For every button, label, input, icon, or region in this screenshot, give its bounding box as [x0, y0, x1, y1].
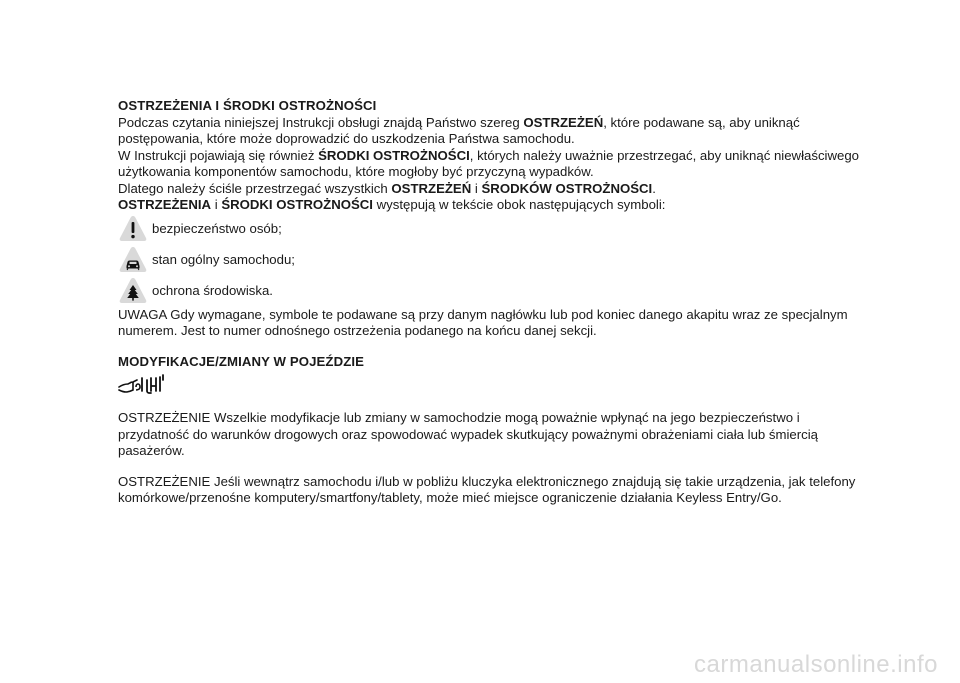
text: i [471, 180, 482, 196]
text: i [211, 197, 222, 212]
text: postępowania, które może doprowadzić do uszkodzenia Państwa samochodu. [118, 131, 575, 146]
text: . [652, 180, 656, 196]
car-warning-icon [118, 245, 148, 275]
symbol-label: bezpieczeństwo osób; [152, 220, 282, 236]
warning-modifications [118, 410, 878, 460]
text: , które podawane są, aby uniknąć [603, 114, 800, 130]
symbol-label: ochrona środowiska. [152, 282, 273, 298]
text: występują w tekście obok następujących symboli: [372, 197, 666, 212]
bold-term: ŚRODKI OSTROŻNOŚCI [318, 147, 470, 163]
bold-term: OSTRZEŻEŃ [391, 180, 472, 196]
warning-keyless [118, 474, 878, 507]
watermark: carmanualsonline.info [694, 651, 938, 678]
text: OSTRZEŻENIE Jeśli wewnątrz samochodu i/lub w pobliżu kluczyka elektronicznego znajdują się takie urządzenia, jak telefony [118, 473, 856, 489]
paragraph-note [118, 307, 878, 340]
bold-term: ŚRODKÓW OSTROŻNOŚCI [481, 180, 653, 196]
pointing-hand-icon [118, 374, 166, 396]
tree-warning-icon [118, 276, 148, 306]
bold-term: OSTRZEŻEŃ [523, 114, 604, 130]
paragraph-intro [118, 115, 878, 148]
paragraph-observe [118, 181, 878, 198]
symbol-label: stan ogólny samochodu; [152, 251, 295, 267]
symbol-row-vehicle [118, 245, 878, 276]
text: , których należy uważnie przestrzegać, aby uniknąć niewłaściwego [469, 147, 859, 163]
text: OSTRZEŻENIE Wszelkie modyfikacje lub zmiany w samochodzie mogą poważnie wpłynąć na jego bezpieczeństwo i [118, 410, 800, 425]
document-page [118, 98, 878, 507]
text: Podczas czytania niniejszej Instrukcji obsługi znajdą Państwo szereg [118, 114, 524, 130]
text: użytkowania komponentów samochodu, które mogłoby być przyczyną wypadków. [118, 164, 594, 179]
text: pasażerów. [118, 443, 185, 458]
paragraph-symbols-intro [118, 197, 878, 214]
bold-term: OSTRZEŻENIA [118, 197, 212, 212]
paragraph-precautions [118, 148, 878, 181]
symbol-row-persons [118, 214, 878, 245]
person-warning-icon [118, 214, 148, 244]
text: Dlatego należy ściśle przestrzegać wszystkich [118, 180, 392, 196]
text: W Instrukcji pojawiają się również [118, 147, 319, 163]
text: przydatność do warunków drogowych oraz spowodować wypadek skutkujący poważnymi obrażeniami ciała lub śmiercią [118, 426, 818, 442]
text: komórkowe/przenośne komputery/smartfony/tablety, może mieć miejsce ograniczenie działania Keyless Entry/Go. [118, 490, 782, 505]
section-title-modifications: MODYFIKACJE/ZMIANY W POJEŹDZIE [118, 353, 365, 369]
section-title-warnings: OSTRZEŻENIA I ŚRODKI OSTROŻNOŚCI [118, 98, 377, 113]
symbol-row-environment [118, 276, 878, 307]
text: UWAGA Gdy wymagane, symbole te podawane są przy danym nagłówku lub pod koniec danego akapitu wraz ze specjalnym [118, 306, 848, 322]
text: numerem. Jest to numer odnośnego ostrzeżenia podanego na końcu danej sekcji. [118, 323, 597, 338]
bold-term: ŚRODKI OSTROŻNOŚCI [221, 197, 373, 212]
